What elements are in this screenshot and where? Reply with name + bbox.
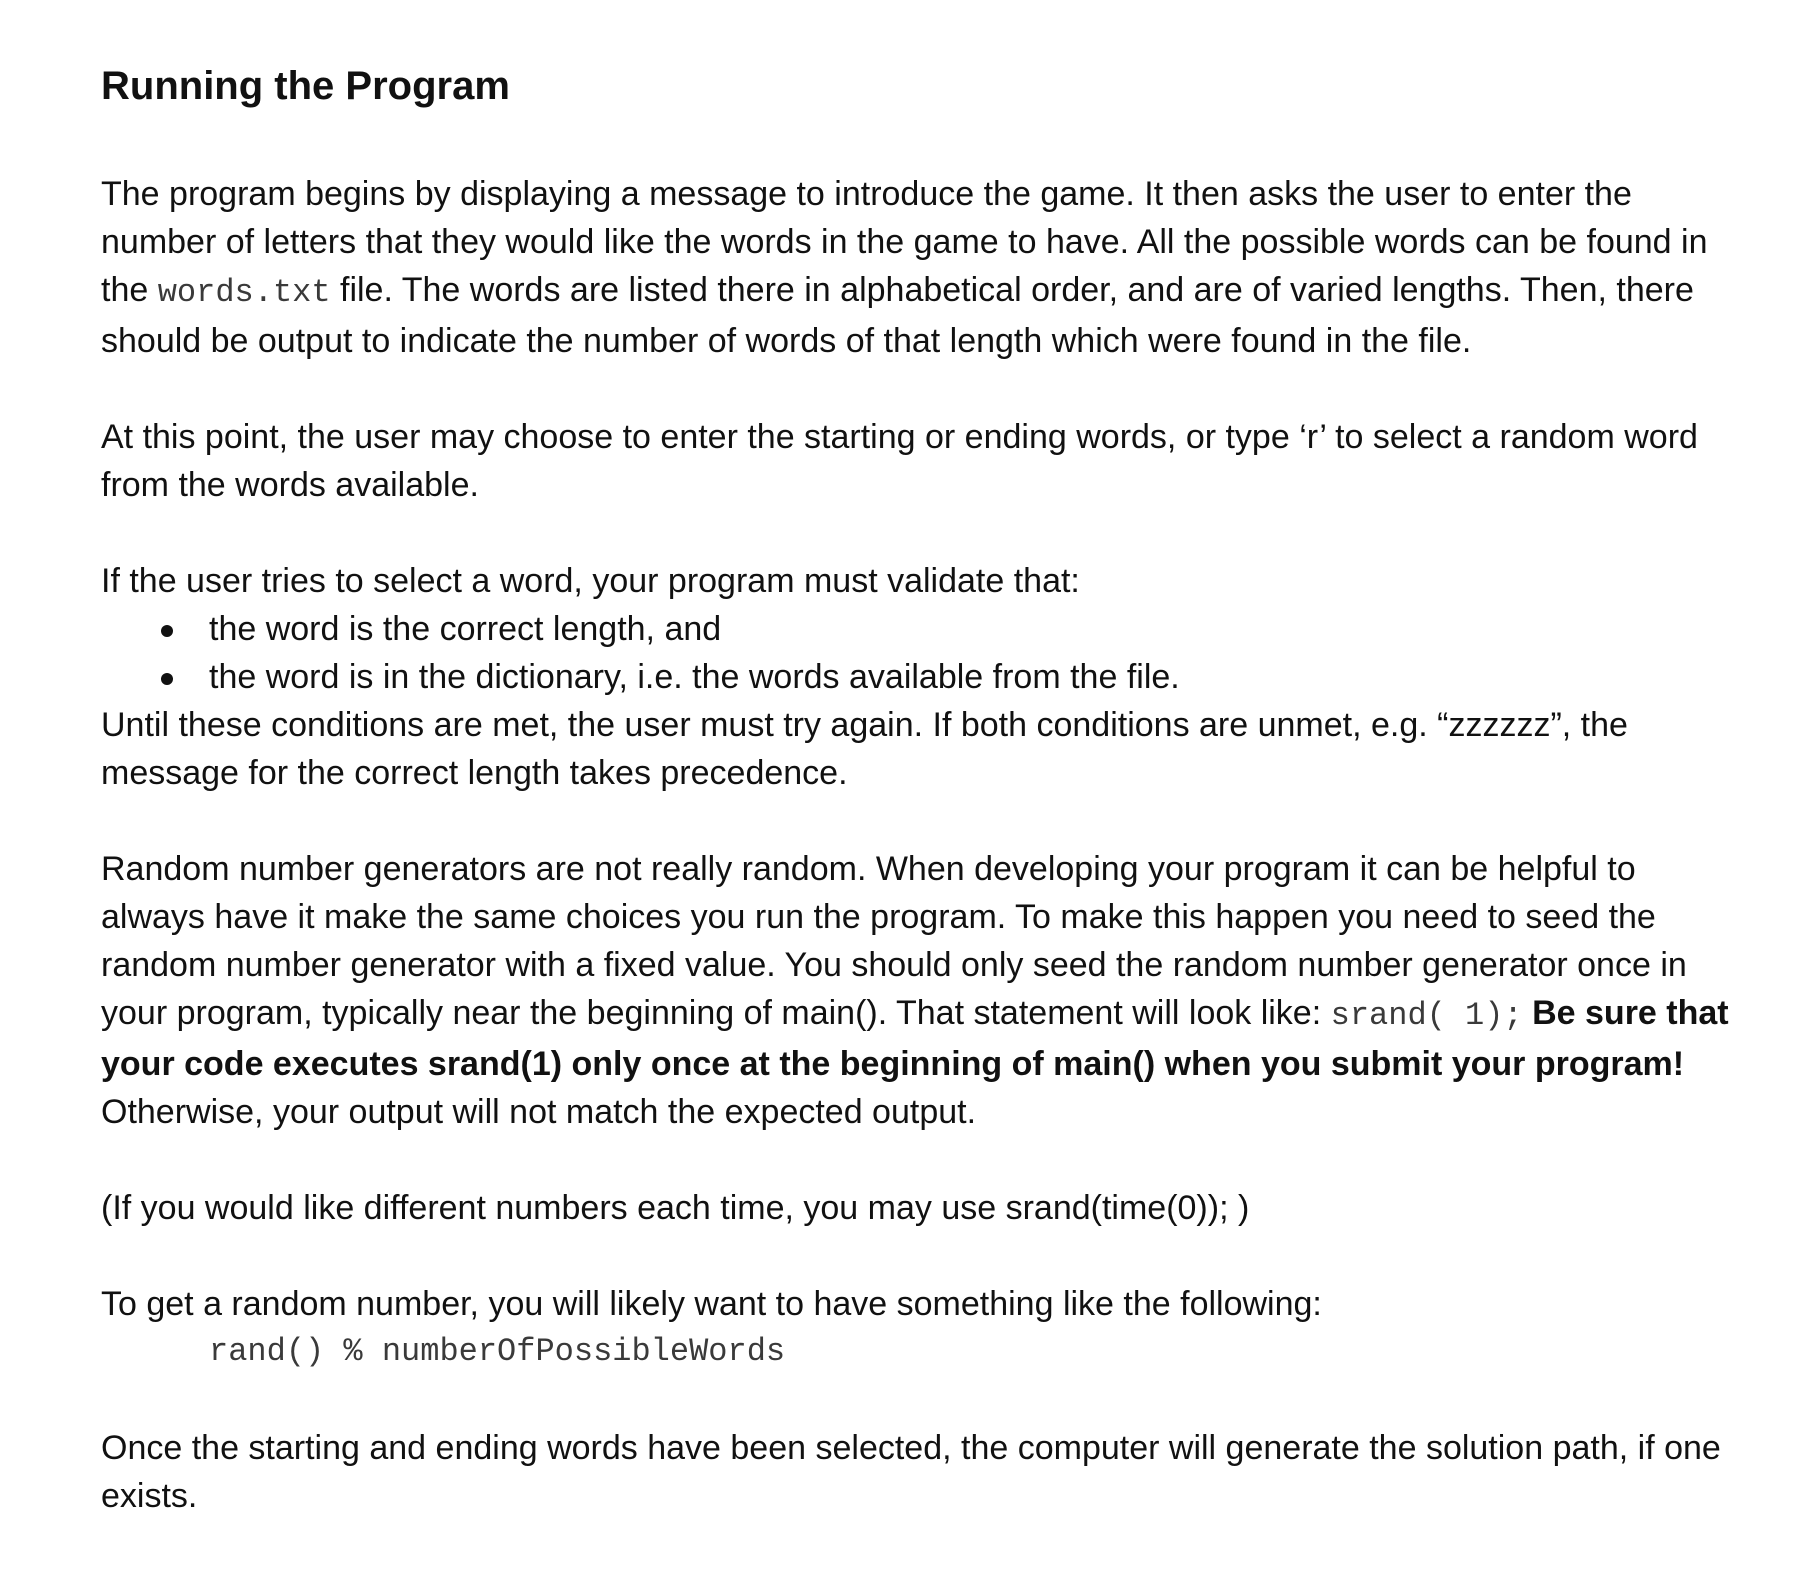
bullet-icon xyxy=(161,673,173,685)
seed-text-2: Otherwise, your output will not match the expected output. xyxy=(101,1093,977,1131)
inline-code-srand: srand( 1); xyxy=(1330,997,1523,1034)
intro-text-2: file. The words are listed there in alphabetical order, and are of varied lengths. Then, there should be output to indicate the number of words of that length which were found in the file. xyxy=(101,271,1694,360)
list-item xyxy=(101,605,1731,653)
paragraph-choose-words: At this point, the user may choose to enter the starting or ending words, or type ‘r’ to select a random word from the words available. xyxy=(101,418,1698,504)
paragraph-validation-intro: If the user tries to select a word, your program must validate that: xyxy=(101,562,1080,600)
inline-code-filename: words.txt xyxy=(157,274,331,311)
intro-text-1: The program begins by displaying a message to introduce the game. It then asks the user to enter the number of letters that they would like the words in the game to have. All the possible words can be found in the xyxy=(101,175,1708,309)
list-item-text: the word is the correct length, and xyxy=(209,610,722,648)
code-snippet-rand: rand() % numberOfPossibleWords xyxy=(209,1333,786,1370)
seed-text-1: Random number generators are not really random. When developing your program it can be helpful to always have it make the same choices you run the program. To make this happen you need to seed the random number generator with a fixed value. You should only seed the random number generator once in your program, typically near the beginning of main(). That statement will look like: xyxy=(101,850,1687,1032)
bullet-icon xyxy=(161,625,173,637)
paragraph-random-number: To get a random number, you will likely want to have something like the following: xyxy=(101,1285,1322,1323)
paragraph-time-seed: (If you would like different numbers each time, you may use srand(time(0)); ) xyxy=(101,1189,1250,1227)
list-item-text: the word is in the dictionary, i.e. the words available from the file. xyxy=(209,658,1180,696)
list-item xyxy=(101,653,1731,701)
paragraph-intro xyxy=(101,170,1731,365)
validation-list xyxy=(101,605,1731,701)
paragraph-solution-path: Once the starting and ending words have been selected, the computer will generate the solution path, if one exists. xyxy=(101,1429,1721,1515)
seed-warning-bold: Be sure that your code executes srand(1) only once at the beginning of main() when you submit your program! xyxy=(101,994,1729,1083)
paragraph-validation-after: Until these conditions are met, the user must try again. If both conditions are unmet, e.g. “zzzzzz”, the message for the correct length takes precedence. xyxy=(101,706,1628,792)
document-body xyxy=(101,60,1731,1520)
paragraph-random-seed xyxy=(101,845,1731,1136)
section-heading: Running the Program xyxy=(101,64,510,108)
